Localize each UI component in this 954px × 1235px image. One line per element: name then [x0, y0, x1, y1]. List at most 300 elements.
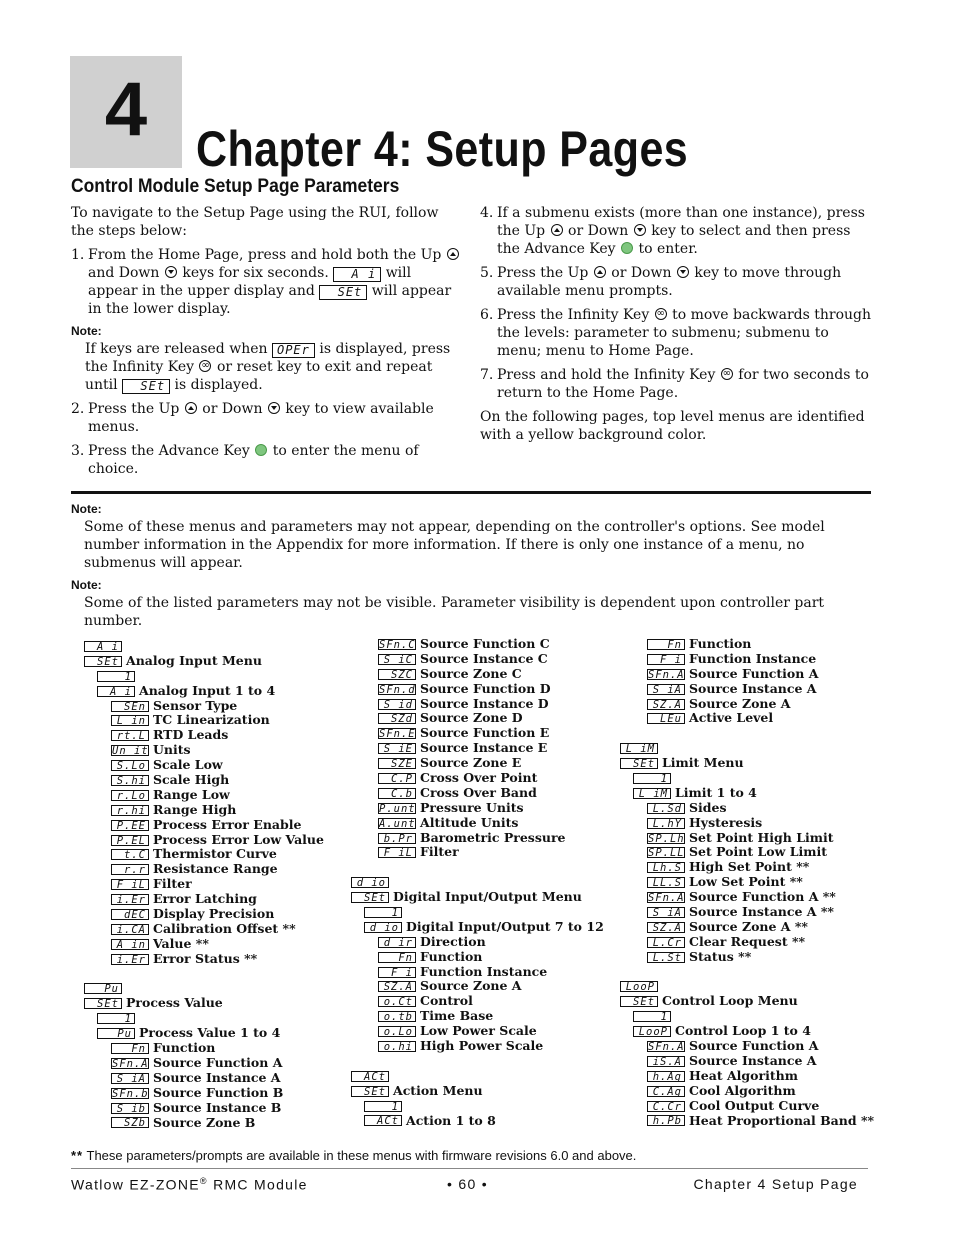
parameter-label: Source Function D — [420, 680, 551, 696]
step-5: 5. Press the Up or Down key to move through available menu prompts. — [480, 265, 842, 299]
menu-tree-row — [620, 920, 874, 935]
parameter-display-code: S ib — [111, 1103, 149, 1114]
parameter-label: Source Zone A — [420, 978, 522, 994]
menu-tree-row — [351, 1099, 604, 1114]
menu-tree-row — [620, 1114, 874, 1129]
down-arrow-key-icon — [165, 266, 177, 278]
parameter-label: Function Instance — [420, 963, 548, 979]
parameter-label: Digital Input/Output 7 to 12 — [406, 918, 604, 934]
menu-tree-row — [84, 773, 324, 788]
parameter-display-code: Lh.S — [647, 862, 685, 873]
parameter-display-code: r.r — [111, 864, 149, 875]
menu-tree-row — [84, 1071, 324, 1086]
parameter-label: Source Instance D — [420, 695, 549, 711]
menu-tree-row — [84, 981, 324, 996]
parameter-display-code: i.CA — [111, 924, 149, 935]
parameter-label: Source Function A ** — [689, 889, 836, 905]
parameter-display-code: C.b — [378, 788, 416, 799]
parameter-display-code: Pu — [84, 983, 122, 994]
parameter-label: Source Function E — [420, 725, 550, 741]
parameter-display-code: SFn.A — [648, 668, 685, 681]
display-ai: A i — [333, 267, 381, 282]
parameter-label: Pressure Units — [420, 799, 524, 815]
parameter-display-code: LL.S — [647, 877, 685, 888]
menu-tree-row — [84, 684, 324, 699]
parameter-label: Status ** — [689, 948, 752, 964]
tree-spacer — [351, 1054, 604, 1069]
parameter-label: Barometric Pressure — [420, 829, 566, 845]
note-label: Note: — [71, 578, 102, 592]
display-set: SEt — [122, 379, 170, 394]
parameter-label: Scale High — [153, 772, 230, 788]
menu-tree-row — [351, 920, 604, 935]
menu-tree-row — [620, 875, 874, 890]
parameter-display-code: 1 — [97, 1013, 135, 1024]
menu-tree-row — [351, 741, 604, 756]
parameter-label: Heat Proportional Band ** — [689, 1112, 875, 1128]
parameter-label: Source Function A — [689, 665, 819, 681]
parameter-label: Range High — [153, 801, 237, 817]
parameter-label: Direction — [420, 933, 486, 949]
menu-tree-row — [351, 905, 604, 920]
step-1: 1. From the Home Page, press and hold both the Up and Down keys for six seconds. A i will appear in the upper display and SEt will appear in the lower display. — [71, 246, 463, 318]
parameter-display-code: SFn.d — [379, 683, 416, 696]
down-arrow-key-icon — [268, 402, 280, 414]
parameter-label: Analog Input 1 to 4 — [139, 682, 276, 698]
parameter-label: Process Error Low Value — [153, 831, 324, 847]
menu-tree-row — [84, 937, 324, 952]
menu-tree-row — [351, 756, 604, 771]
up-arrow-key-icon — [551, 224, 563, 236]
chapter-title: Chapter 4: Setup Pages — [196, 121, 689, 177]
menu-tree-row — [620, 682, 874, 697]
menu-tree-row — [351, 682, 604, 697]
menu-tree-row — [620, 845, 874, 860]
menu-tree-row — [351, 667, 604, 682]
parameter-display-code: 1 — [364, 1101, 402, 1112]
menu-tree-row — [84, 877, 324, 892]
parameter-label: Source Instance A ** — [689, 904, 834, 920]
parameter-display-code: A i — [84, 641, 122, 652]
parameter-label: Time Base — [420, 1008, 494, 1024]
menu-tree-row — [84, 713, 324, 728]
menu-tree-row — [84, 788, 324, 803]
parameter-display-code: SZC — [378, 669, 416, 680]
menu-tree-row — [84, 907, 324, 922]
parameter-display-code: b.Pr — [378, 833, 416, 844]
menu-tree-row — [620, 1084, 874, 1099]
menu-tree-row — [351, 771, 604, 786]
menu-tree-row — [84, 847, 324, 862]
menu-tree-row — [351, 1009, 604, 1024]
footnote: ** These parameters/prompts are available in these menus with firmware revisions 6.0 and above. — [71, 1148, 637, 1163]
parameter-display-code: F i — [378, 967, 416, 978]
menu-tree-row — [84, 639, 324, 654]
parameter-display-code: C.Cr — [647, 1101, 685, 1112]
parameter-display-code: C.Ag — [647, 1086, 685, 1097]
parameter-display-code: SEt — [84, 998, 122, 1009]
parameter-label: Calibration Offset ** — [153, 920, 296, 936]
menu-tree-row — [620, 771, 874, 786]
parameter-label: Filter — [153, 876, 192, 892]
parameter-display-code: Un it — [112, 745, 149, 758]
parameter-display-code: o.Lo — [378, 1026, 416, 1037]
parameter-label: Process Value 1 to 4 — [139, 1025, 281, 1041]
menu-tree-row — [620, 979, 874, 994]
menu-tree-row — [351, 875, 604, 890]
menu-tree-row — [84, 922, 324, 937]
menu-tree-row — [620, 741, 874, 756]
parameter-label: Action 1 to 8 — [406, 1112, 496, 1128]
menu-tree-row — [84, 803, 324, 818]
tree-spacer — [620, 726, 874, 741]
parameter-label: Source Function B — [153, 1084, 284, 1100]
menu-tree-row — [84, 862, 324, 877]
parameter-label: Source Zone D — [420, 710, 523, 726]
menu-tree-row — [84, 1041, 324, 1056]
menu-tree-row — [620, 860, 874, 875]
infinity-key-icon — [721, 368, 733, 380]
parameter-display-code: C.P — [378, 773, 416, 784]
parameter-display-code: i.Er — [111, 894, 149, 905]
parameter-label: Resistance Range — [153, 861, 278, 877]
parameter-label: Source Zone A ** — [689, 918, 808, 934]
parameter-label: Source Instance A — [689, 1052, 817, 1068]
menu-tree-row — [351, 950, 604, 965]
parameter-label: Action Menu — [393, 1082, 483, 1098]
parameter-label: Digital Input/Output Menu — [393, 889, 582, 905]
menu-tree-column-3 — [620, 637, 874, 1128]
intro-text: To navigate to the Setup Page using the RUI, follow the steps below: — [71, 205, 439, 239]
parameter-display-code: 1 — [633, 1011, 671, 1022]
infinity-key-icon — [655, 308, 667, 320]
parameter-display-code: SFn.A — [648, 1040, 685, 1053]
parameter-label: Analog Input Menu — [126, 652, 262, 668]
menu-tree-row — [84, 743, 324, 758]
infinity-key-icon — [199, 360, 211, 372]
menu-tree-row — [620, 697, 874, 712]
parameter-display-code: P.EE — [111, 820, 149, 831]
parameter-label: Limit 1 to 4 — [675, 784, 757, 800]
menu-tree-row — [351, 801, 604, 816]
menu-tree-row — [84, 1026, 324, 1041]
menu-tree-row — [84, 1056, 324, 1071]
step-4: 4. If a submenu exists (more than one instance), press the Up or Down key to select and then press the Advance Key to enter. — [480, 205, 865, 257]
parameter-label: Function — [689, 636, 752, 651]
parameter-label: Limit Menu — [662, 755, 744, 771]
parameter-display-code: h.Pb — [647, 1115, 685, 1126]
parameter-display-code: L.St — [647, 952, 685, 963]
menu-tree-row — [351, 1039, 604, 1054]
menu-tree-row — [620, 816, 874, 831]
parameter-label: Process Error Enable — [153, 816, 302, 832]
menu-tree-row — [351, 831, 604, 846]
menu-tree-row — [351, 816, 604, 831]
parameter-display-code: ACt — [364, 1115, 402, 1126]
parameter-label: Filter — [420, 844, 459, 860]
parameter-display-code: S.Lo — [111, 760, 149, 771]
menu-tree-row — [351, 890, 604, 905]
parameter-display-code: iS.A — [647, 1056, 685, 1067]
menu-tree-row — [351, 1024, 604, 1039]
parameter-label: Source Zone B — [153, 1114, 256, 1130]
parameter-label: Source Function A — [153, 1054, 283, 1070]
parameter-display-code: SZE — [378, 758, 416, 769]
parameter-label: Low Set Point ** — [689, 874, 803, 890]
parameter-display-code: LEu — [647, 713, 685, 724]
menu-tree-row — [351, 979, 604, 994]
parameter-label: Source Function C — [420, 636, 550, 651]
parameter-label: Set Point Low Limit — [689, 844, 827, 860]
parameter-display-code: rt.L — [111, 730, 149, 741]
parameter-display-code: SZ.A — [647, 699, 685, 710]
parameter-display-code: SZd — [378, 713, 416, 724]
parameter-display-code: LooP — [620, 981, 658, 992]
parameter-display-code: L.Sd — [647, 803, 685, 814]
menu-tree-column-2 — [351, 637, 604, 1128]
menu-tree-row — [620, 786, 874, 801]
parameter-label: Function — [420, 948, 483, 964]
menu-tree-row — [620, 1009, 874, 1024]
parameter-label: Process Value — [126, 995, 223, 1011]
parameter-display-code: o.tb — [378, 1011, 416, 1022]
section-divider — [71, 491, 871, 494]
menu-tree-row — [620, 711, 874, 726]
parameter-display-code: o.hi — [378, 1041, 416, 1052]
parameter-label: Control Loop 1 to 4 — [675, 1023, 811, 1039]
parameter-label: Source Zone E — [420, 755, 522, 771]
menu-tree-row — [351, 697, 604, 712]
left-column — [71, 204, 463, 484]
parameter-display-code: A i — [97, 686, 135, 697]
menu-tree-row — [84, 892, 324, 907]
parameter-display-code: SZb — [111, 1117, 149, 1128]
menu-tree-row — [84, 699, 324, 714]
chapter-number: 4 — [104, 67, 148, 152]
parameter-display-code: SEt — [620, 996, 658, 1007]
up-arrow-key-icon — [185, 402, 197, 414]
parameter-display-code: P.EL — [111, 835, 149, 846]
step-7: 7. Press and hold the Infinity Key ∞ for two seconds to return to the Home Page. — [480, 366, 872, 402]
parameter-display-code: i.Er — [111, 954, 149, 965]
menu-tree-row — [351, 786, 604, 801]
menu-tree-row — [351, 935, 604, 950]
parameter-display-code: dEC — [111, 909, 149, 920]
parameter-label: Clear Request ** — [689, 933, 806, 949]
parameter-display-code: L iM — [633, 788, 671, 799]
display-oper: OPEr — [272, 343, 315, 358]
parameter-label: Heat Algorithm — [689, 1067, 798, 1083]
note-label: Note: — [71, 324, 102, 338]
menu-tree-row — [620, 890, 874, 905]
parameter-label: Error Latching — [153, 891, 257, 907]
menu-tree-row — [84, 952, 324, 967]
note-text: Some of the listed parameters may not be visible. Parameter visibility is dependent upon controller part number. — [84, 595, 825, 629]
advance-key-icon — [255, 444, 267, 456]
parameter-display-code: F i — [647, 654, 685, 665]
parameter-label: Error Status ** — [153, 950, 258, 966]
menu-tree-row — [620, 1054, 874, 1069]
parameter-display-code: Fn — [647, 639, 685, 650]
footer-divider — [71, 1168, 868, 1169]
parameter-display-code: A in — [111, 939, 149, 950]
menu-tree-row — [84, 654, 324, 669]
parameter-label: Source Function A — [689, 1038, 819, 1054]
parameter-display-code: SFn.C — [379, 638, 416, 651]
footer-chapter: Chapter 4 Setup Page — [693, 1176, 858, 1192]
parameter-display-code: F iL — [378, 847, 416, 858]
menu-tree-row — [620, 1099, 874, 1114]
parameter-display-code: Fn — [378, 952, 416, 963]
parameter-display-code: LooP — [633, 1026, 671, 1037]
parameter-label: High Set Point ** — [689, 859, 810, 875]
parameter-label: Cross Over Point — [420, 770, 538, 786]
parameter-display-code: S iA — [647, 684, 685, 695]
menu-tree-row — [351, 652, 604, 667]
parameter-label: Source Zone C — [420, 665, 522, 681]
menu-tree-row — [84, 818, 324, 833]
parameter-label: Function — [153, 1040, 216, 1056]
parameter-display-code: SP.LL — [648, 847, 685, 860]
menu-tree-row — [84, 728, 324, 743]
parameter-label: Source Instance B — [153, 1099, 282, 1115]
menu-tree-row — [351, 1069, 604, 1084]
menu-tree-row — [351, 1114, 604, 1129]
menu-tree-row — [620, 801, 874, 816]
down-arrow-key-icon — [677, 266, 689, 278]
menu-tree-row — [351, 994, 604, 1009]
parameter-display-code: L in — [111, 715, 149, 726]
parameter-label: Units — [153, 742, 191, 758]
menu-tree-row — [620, 950, 874, 965]
parameter-label: Range Low — [153, 786, 230, 802]
menu-tree-row — [620, 652, 874, 667]
parameter-label: Control — [420, 993, 473, 1009]
parameter-display-code: SZ.A — [647, 922, 685, 933]
menu-tree-row — [620, 1069, 874, 1084]
parameter-display-code: SEt — [84, 656, 122, 667]
note-label: Note: — [71, 502, 102, 516]
parameter-display-code: ACt — [351, 1071, 389, 1082]
tree-spacer — [84, 967, 324, 982]
parameter-display-code: Pu — [97, 1028, 135, 1039]
notes-block — [71, 498, 871, 636]
parameter-display-code: SFn.b — [112, 1087, 149, 1100]
parameter-display-code: d io — [364, 922, 402, 933]
parameter-display-code: S iA — [111, 1073, 149, 1084]
down-arrow-key-icon — [634, 224, 646, 236]
parameter-display-code: L iM — [620, 743, 658, 754]
parameter-label: TC Linearization — [153, 712, 270, 728]
up-arrow-key-icon — [594, 266, 606, 278]
parameter-display-code: d ir — [378, 937, 416, 948]
parameter-display-code: L.hY — [647, 818, 685, 829]
parameter-display-code: Fn — [111, 1043, 149, 1054]
parameter-label: Scale Low — [153, 757, 223, 773]
parameter-display-code: d io — [351, 877, 389, 888]
parameter-display-code: P.unt — [379, 802, 416, 815]
parameter-display-code: S.hi — [111, 775, 149, 786]
menu-tree-row — [620, 905, 874, 920]
advance-key-icon — [621, 242, 633, 254]
parameter-label: Sides — [689, 799, 727, 815]
parameter-display-code: o.Ct — [378, 996, 416, 1007]
parameter-label: Set Point High Limit — [689, 829, 834, 845]
menu-tree-row — [620, 667, 874, 682]
parameter-display-code: r.hi — [111, 805, 149, 816]
step-3: 3. Press the Advance Key to enter the menu of choice. — [71, 443, 419, 477]
menu-tree-row — [620, 1039, 874, 1054]
parameter-display-code: 1 — [364, 907, 402, 918]
parameter-label: High Power Scale — [420, 1038, 544, 1054]
parameter-label: Source Instance A — [689, 680, 817, 696]
page-number: • 60 • — [447, 1176, 488, 1192]
parameter-label: Function Instance — [689, 650, 817, 666]
parameter-label: Cool Output Curve — [689, 1097, 820, 1113]
parameter-display-code: A.unt — [379, 817, 416, 830]
parameter-label: RTD Leads — [153, 727, 229, 743]
parameter-display-code: S iE — [378, 743, 416, 754]
menu-tree-row — [351, 845, 604, 860]
menu-tree-row — [620, 1024, 874, 1039]
menu-tree-row — [84, 996, 324, 1011]
parameter-display-code: L.Cr — [647, 937, 685, 948]
parameter-label: Cool Algorithm — [689, 1082, 796, 1098]
menu-tree-row — [351, 1084, 604, 1099]
tree-spacer — [351, 860, 604, 875]
parameter-label: Display Precision — [153, 906, 275, 922]
menu-tree-row — [620, 994, 874, 1009]
menu-tree-row — [84, 1116, 324, 1131]
parameter-display-code: SP.Lh — [648, 832, 685, 845]
parameter-label: Source Instance C — [420, 650, 548, 666]
menu-tree-row — [84, 1101, 324, 1116]
parameter-label: Control Loop Menu — [662, 993, 798, 1009]
parameter-display-code: SEt — [351, 892, 389, 903]
up-arrow-key-icon — [447, 248, 459, 260]
menu-tree-row — [84, 758, 324, 773]
parameter-display-code: 1 — [97, 671, 135, 682]
parameter-display-code: SEn — [111, 701, 149, 712]
parameter-display-code: SZ.A — [378, 981, 416, 992]
parameter-label: Source Zone A — [689, 695, 791, 711]
parameter-label: Source Instance A — [153, 1069, 281, 1085]
parameter-label: Source Instance E — [420, 740, 548, 756]
menu-tree-row — [620, 935, 874, 950]
parameter-display-code: S id — [378, 699, 416, 710]
parameter-label: Low Power Scale — [420, 1023, 537, 1039]
step-2: 2. Press the Up or Down key to view available menus. — [71, 401, 434, 435]
menu-tree-row — [84, 1086, 324, 1101]
menu-tree-column-1 — [84, 639, 324, 1130]
parameter-display-code: F iL — [111, 879, 149, 890]
parameter-label: Active Level — [689, 710, 774, 726]
note-text: If keys are released when OPEr is displayed, press the Infinity Key ∞ or reset key to exit and repeat until SEt is displayed. — [71, 340, 463, 394]
menu-tree-row — [351, 637, 604, 652]
parameter-display-code: t.C — [111, 849, 149, 860]
menu-tree-row — [84, 1011, 324, 1026]
tree-spacer — [620, 965, 874, 980]
parameter-display-code: 1 — [633, 773, 671, 784]
parameter-display-code: r.Lo — [111, 790, 149, 801]
display-set: SEt — [319, 285, 367, 300]
menu-tree-row — [84, 833, 324, 848]
note-text: Some of these menus and parameters may not appear, depending on the controller's options. See model number information in the Appendix for more information. If there is only one instance of a menu, no submenus will appear. — [84, 519, 825, 571]
parameter-label: Value ** — [153, 935, 209, 951]
parameter-label: Sensor Type — [153, 697, 238, 713]
step-6: 6. Press the Infinity Key ∞ to move backwards through the levels: parameter to submenu; submenu to menu; menu to Home Page. — [480, 306, 872, 360]
parameter-display-code: SEt — [351, 1086, 389, 1097]
